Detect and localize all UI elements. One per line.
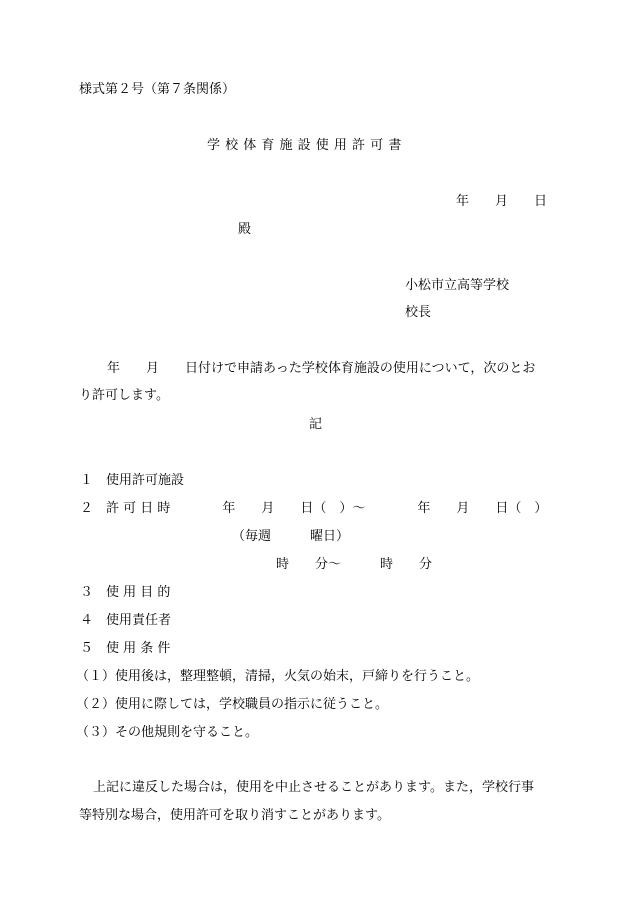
school-name: 小松市立高等学校 <box>405 278 510 293</box>
form-number: 様式第２号（第７条関係） <box>79 82 236 97</box>
closing-text-line-2: 等特別な場合，使用許可を取り消すことがあります。 <box>79 808 390 823</box>
ki-heading: 記 <box>309 417 323 432</box>
item-permit-datetime: ２ 許 可 日 時 年 月 日（ ）～ 年 月 日（ ） <box>80 501 548 516</box>
body-text-line-1: 年 月 日付けで申請あった学校体育施設の使用について，次のとお <box>107 361 536 376</box>
principal-title: 校長 <box>405 305 432 320</box>
item-purpose: ３ 使 用 目 的 <box>80 585 171 600</box>
item-facility: １ 使用許可施設 <box>80 473 185 488</box>
condition-1: （１）使用後は，整理整頓，清掃，火気の始末，戸締りを行うこと。 <box>76 669 480 684</box>
item-responsible-person: ４ 使用責任者 <box>80 613 172 628</box>
item-conditions-heading: ５ 使 用 条 件 <box>80 641 171 656</box>
item-time-range: 時 分～ 時 分 <box>276 557 433 572</box>
condition-2: （２）使用に際しては，学校職員の指示に従うこと。 <box>76 697 389 712</box>
addressee-honorific: 殿 <box>238 222 252 237</box>
document-title: 学 校 体 育 施 設 使 用 許 可 書 <box>207 138 402 153</box>
closing-text-line-1: 上記に違反した場合は，使用を中止させることがあります。また，学校行事 <box>93 780 534 795</box>
body-text-line-2: り許可します。 <box>79 388 169 403</box>
item-weekly-day: （毎週 曜日） <box>232 529 350 544</box>
condition-3: （３）その他規則を守ること。 <box>76 725 259 740</box>
issue-date-line: 年 月 日 <box>456 194 548 209</box>
